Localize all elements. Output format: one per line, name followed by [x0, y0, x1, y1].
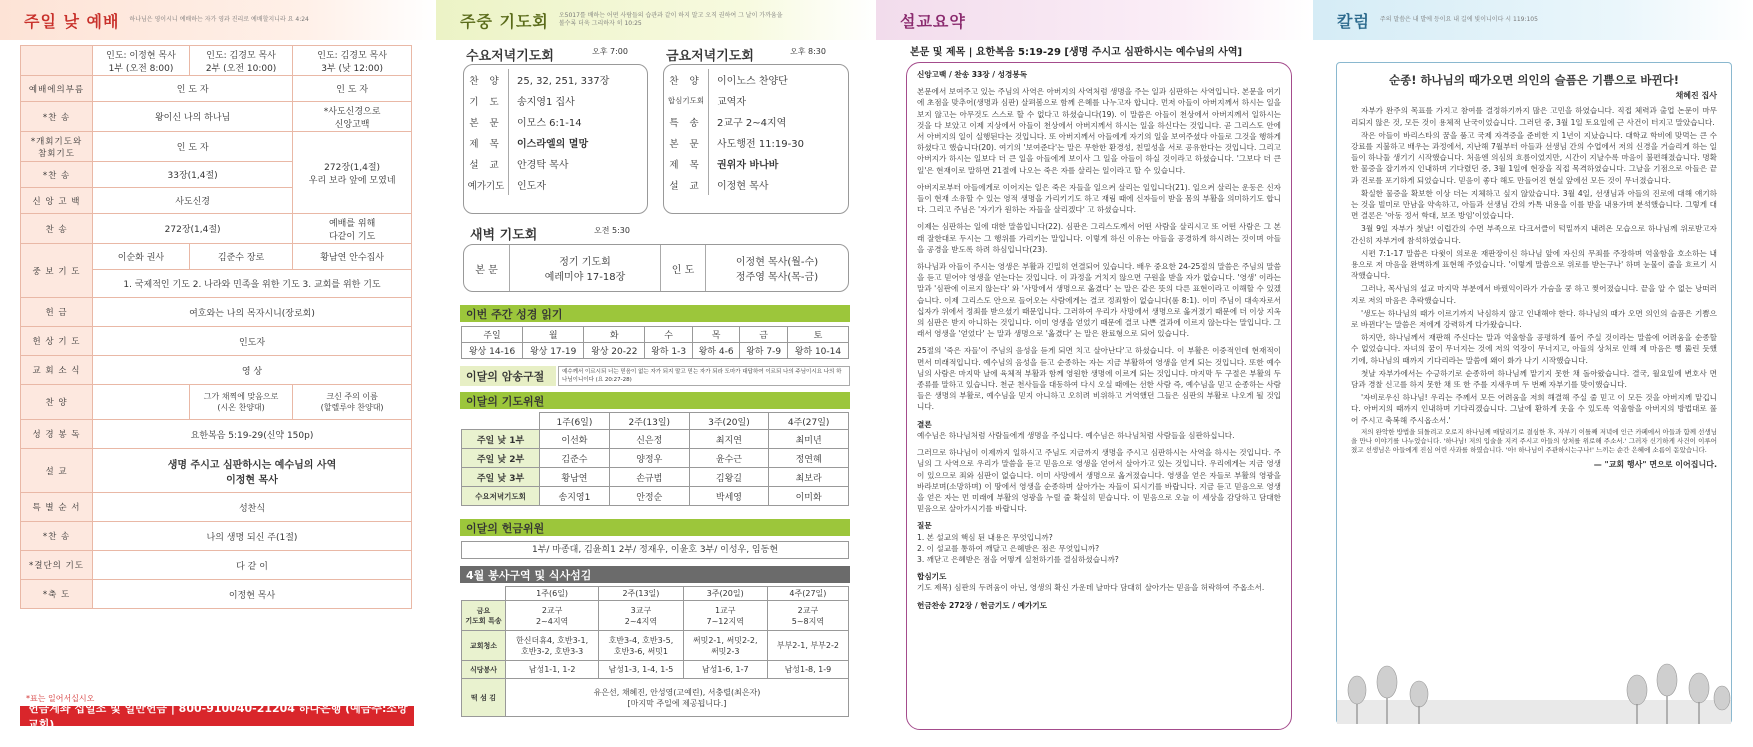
row-value: 272장(1,4절) — [93, 214, 293, 244]
praise-3: 크신 주의 이름 (할렐루야 찬양대) — [293, 385, 412, 420]
question: 2. 이 설교를 통하여 깨달고 은혜받은 점은 무엇입니까? — [917, 543, 1100, 553]
column-subtitle: 주의 말씀은 내 발에 등이요 내 길에 빛이니이다 시 119:105 — [1379, 16, 1538, 23]
row-label: *찬 송 — [21, 162, 93, 188]
row-label: 설 교 — [21, 449, 93, 493]
fri-key: 특 송 — [664, 111, 709, 132]
sermon-paragraph: 본문에서 보여주고 있는 주님의 사역은 아버지의 사역처럼 생명을 주는 일과 심판하는 사역입니다. 본문을 여기에 초점을 맞추어(생명과 심판) 살펴봄으로 함께 은혜를 나누고자 합니다. 먼저 아들이 아버지께서 하시는 일을 보지 않고는 아무것도 스스로 할 수 없다고 하셨습니다(19). 이 말씀은 아들이 천상에서 아버지께서 일하시는 것을 다 보았고 이제 지상에서 아들이 천상에서 아버지께서 하시는 일을 하신다는 것입니다. 곧 그리스도 안에서 아버지의 일이 실행된다는 것입니다. 또 아버지께서 아들에게 자기의 일을 보여주셨다 아들로 그것을 행하게 하셨다고 했습니다(20). 여기의 '보여준다'는 말은 무한한 환경성, 친밀성을 서로 공유한다는 것입니다. 그리고 아버지가 하시는 일보다 더 큰 일을 아들에게 보이사 그 일을 아들이 하실 것이라고 하셨습니다. '그보다 더 큰 일'은 현재이로 말하면 21절에 나오는 죽은 자를 살리는 일이라고 할 수 있습니다. — [917, 87, 1281, 175]
reading-table — [461, 326, 849, 359]
week: 1주(6일) — [540, 413, 610, 430]
row-label: *찬 송 — [21, 522, 93, 551]
wed-key: 기 도 — [464, 90, 509, 111]
row-label: 찬 송 — [21, 214, 93, 244]
column-paragraph: 하지만, 하나님께서 재판해 주신다는 말과 억울함을 공평하게 풀어 주실 것이라는 말씀에 어려움을 순종할 수 없었습니다. 자녀의 꿈이 무너지는 것에 저의 억장이 무너지고, 아들의 상처로 인해 제 마음은 뻥 뚫린 듯했기에, 하나님의 때까지 기다리라는 말씀에 왜이 화가 나기 시작했습니다. — [1351, 333, 1717, 365]
row-value: 영 상 — [93, 356, 412, 385]
question: 1. 본 설교의 핵심 된 내용은 무엇입니까? — [917, 532, 1053, 542]
week: 3주(20일) — [683, 587, 767, 601]
service-cell: 남성1-3, 1-4, 1-5 — [599, 661, 683, 679]
reading: 왕하 1-3 — [645, 343, 693, 359]
fri-value: 사도행전 11:19-30 — [717, 139, 804, 150]
prayer-topic: 기도 제목) 심판의 두려움이 아닌, 영생의 확신 가운데 날마다 담대히 살아가는 믿음을 허락하여 주옵소서. — [917, 583, 1265, 593]
fri-key: 찬 양 — [664, 69, 709, 90]
member: 손규범 — [609, 468, 689, 487]
sermon-header — [876, 0, 1313, 40]
week: 4주(27일) — [767, 587, 848, 601]
column-paragraph: 3월 9일 자부가 첫날! 이럽간의 수면 부족으로 다크서클이 턱밑까지 내려온 모습으로 하나님께 위로받고자 간신히 자부거에 참석하였습니다. — [1351, 224, 1717, 245]
row-value: 이정현 목사 — [93, 580, 412, 609]
worship-title: 주일 낮 예배 — [24, 11, 120, 31]
member: 양정우 — [609, 449, 689, 468]
committee-row-label: 주일 낮 2부 — [462, 449, 540, 468]
row-value: 인 도 자 — [93, 76, 293, 102]
fri-key: 합심기도회 — [664, 90, 709, 111]
prayer-label: 합심기도 — [917, 572, 947, 582]
fri-value: 이이노스 찬양단 — [717, 76, 788, 87]
member: 이미화 — [769, 487, 849, 506]
reading: 왕상 14-16 — [462, 343, 523, 359]
reading: 왕하 7-9 — [740, 343, 788, 359]
sermon-panel-title: 설교요약 — [900, 11, 966, 31]
worship-order-table — [20, 45, 412, 609]
row-value: 사도신경 — [93, 188, 293, 214]
dawn-text: 정기 기도회 예레미야 17-18장 — [544, 257, 626, 283]
row-label: 특 별 순 서 — [21, 493, 93, 522]
row-value: 여호와는 나의 목자시니(장로회) — [93, 298, 412, 327]
praise-2: 그가 채찍에 맞음으로 (시온 찬양대) — [189, 385, 292, 420]
column-paragraph: 그러나, 목사님의 설교 마지막 부분에서 바꿨익이라가 가슴을 쿵 하고 찢어졌습니다. 끝을 알 수 없는 낭떠러지로 저의 마음은 추락했습니다. — [1351, 284, 1717, 305]
dawn-leaders: 이정현 목사(월-수) 정주영 목사(목-금) — [735, 257, 819, 283]
member: 이선화 — [540, 430, 610, 449]
offering-account-bar: 헌금계좌 십일조 및 일반헌금 | 800-910040-21204 하나은행 (예금주:소망교회) — [20, 706, 414, 726]
member: 박세영 — [689, 487, 769, 506]
row-label: 헌 금 — [21, 298, 93, 327]
row-label: 헌 상 기 도 — [21, 327, 93, 356]
fri-value: 교역자 — [717, 97, 746, 108]
row-value: 인도자 — [93, 327, 412, 356]
sermon-conclusion: 예수님은 하나님처럼 사람들에게 생명을 주십니다. 예수님은 하나님처럼 사람들을 심판하십니다. — [917, 430, 1235, 440]
reading: 왕상 20-22 — [584, 343, 645, 359]
fri-time: 오후 8:30 — [790, 47, 826, 56]
day: 화 — [584, 327, 645, 343]
sermon-hymn: 신앙고백 / 찬송 33장 / 성경봉독 — [917, 70, 1028, 79]
sermon-paragraph: 하나님과 아들이 주시는 영생은 부활과 긴밀히 연결되어 있습니다. 배우 중요한 24-25절의 말씀은 주님의 말씀을 듣고 믿어야 영생을 얻는다는 것입니다. 이 과정을 거치지 않으면 구원을 받을 자가 없습니다. '영생' 이라는 말과 '심판에 이르지 않는다' 와 '사망에서 생명으로 옮겼다' 는 말은 같은 뜻의 다른 표현이라고 이해할 수 있겠습니다. 이제 그리스도 안으로 들어오는 사람에게는 결코 정죄함이 없습니다(롬 8:1). 이미 주님이 대속자로서 십자가 위에서 정죄를 받으셨기 때문입니다. 그러하여 우리가 사망에서 생명으로 옮겨졌기 때문에 더 이상 지옥의 심판은 받지 아니하는 것입니다. 이미 영생을 얻었기 때문에 결코 나쁜 결과에 이르지 않는다는 말입니다. 그래서 영생을 '얻었다' 는 말과 생명으로 '옮겼다' 는 말은 완료형으로 되어 있습니다. — [917, 262, 1281, 339]
committee-row-label: 수요저녁기도회 — [462, 487, 540, 506]
row-label: 신 앙 고 백 — [21, 188, 93, 214]
day: 목 — [692, 327, 740, 343]
week: 4주(27일) — [769, 413, 849, 430]
question: 3. 깨닫고 은혜받은 점을 어떻게 실천하기를 결심하셨습니까? — [917, 554, 1119, 564]
wed-value: 안경탁 목사 — [517, 160, 569, 171]
column-heading: 순종! 하나님의 때가오면 의인의 슬픔은 기쁨으로 바뀐다! — [1388, 73, 1679, 87]
offering-title: 이달의 헌금위원 — [460, 519, 850, 536]
column-paragraph: 저의 완악한 방법을 되돌려고 오로지 하나님께 매달리기로 결심한 후, 자부기 이틀째 저녁에 인근 카페에서 아들과 함께 선생님을 만나 이야기를 나누었습니다. '하나님! 저의 입술을 지켜 주시고 아들의 상처를 위로해 주소서.' 그러자 신기하게 사건이 이루어졌고 선생님은 아들에게 진심 어린 사과를 하였습니다. '아! 하나님이 주관하시는구나!' 느끼는 순간 은혜에 소름이 돋았습니다. — [1351, 427, 1717, 454]
fri-value: 권위자 바나바 — [717, 160, 779, 171]
day: 수 — [645, 327, 693, 343]
reading: 왕하 4-6 — [692, 343, 740, 359]
wed-key: 제 목 — [464, 132, 509, 153]
day: 주일 — [462, 327, 523, 343]
service-cell: 남성1-8, 1-9 — [767, 661, 848, 679]
wed-value: 25, 32, 251, 337장 — [517, 76, 610, 87]
column-paragraph: '생도는 하나님의 때가 이르기까지 낙심하지 않고 인내해야 한다. 하나님의 때가 오면 의인의 슬픔은 기쁨으로 바뀐다'는 말씀은 저에게 강력하게 다가왔습니다. — [1351, 308, 1717, 330]
column-paragraph: 시편 7:1-17 말씀은 다윗이 의로운 재판장이신 하나님 앞에 자신의 무죄를 주장하며 억울함을 호소하는 내용으로 저 마음을 완벽하게 표현해 주었습니다. '이렇게 말씀으로 위로를 받는구나' 하며 눈물이 줄을 흐르기 시작했습니다. — [1351, 248, 1717, 281]
rice-cake-donors: 유은선, 채혜진, 안성영(고예린), 서충렬(최은자) [마지막 주일에 제공됩니다.] — [506, 679, 849, 717]
wed-time: 오후 7:00 — [592, 47, 628, 56]
row-label: 성 경 봉 독 — [21, 420, 93, 449]
row-value: 성찬식 — [93, 493, 412, 522]
column-paragraph: '자비로우신 하나님! 우리는 주께서 모든 어려움을 저희 해결해 주실 줄 믿고 이 모든 것을 아버지께 맡깁니다. 아버지의 때까지 인내하며 기다리겠습니다. 그날에 환하게 웃을 수 있도록 억울함을 아버지의 방법대로 풀어 주시고 축복해 주시옵소서.' — [1351, 393, 1717, 425]
member: 신은정 — [609, 430, 689, 449]
member: 김준수 — [540, 449, 610, 468]
fri-key: 설 교 — [664, 174, 709, 195]
fri-title: 금요저녁기도회 — [666, 49, 754, 64]
member: 송지영1 — [540, 487, 610, 506]
wed-value: 이스라엘의 멸망 — [517, 139, 589, 150]
column-paragraph: 작은 아들이 바리스타의 꿈을 품고 국제 자격증을 준비한 지 1년이 지났습니다. 대학교 학비에 맞먹는 큰 수강료를 지불하고 배우는 과정에서, 지난해 7월부터 아들과 선생님 간의 수업에서 저의 신경을 거슬리게 하는 일들이 하나둘 생기기 시작했습니다. 처음엔 의심의 흐름이었지만, 시간이 지날수록 마음이 불편해졌습니다. 명확한 물증을 잡기까지 인내하며 기다렸던 중, 3월 1일에 현장을 직접 목격하였습니다. 그날을 기점으로 아들은 끝과 진로를 포기하게 되었습니다. 믿음이 좋다 해도 만들어진 현실 앞에선 모든 것이 무너졌습니다. — [1351, 130, 1717, 185]
reading: 왕상 17-19 — [523, 343, 584, 359]
wed-key: 설 교 — [464, 153, 509, 174]
member: 윤수근 — [689, 449, 769, 468]
worship-subtitle: 하나님은 영이시니 예배하는 자가 영과 진리로 예배할지니라 요 4:24 — [129, 16, 309, 23]
sermon-paragraph: 이제는 심판하는 일에 대한 말씀입니다(22). 심판은 그리스도께서 어떤 사람을 살리시고 또 어떤 사람은 그 본래 잘한대로 두시는 그 행위를 가리키는 말입니다. 이렇게 하신 이유는 아들을 공경하게 하시려는 것이며 아들을 공경을 받도록 하려 하심입니다(23). — [917, 222, 1281, 254]
intercessor: 이순화 권사 — [93, 244, 190, 270]
service-cell: 2교구 2~4지역 — [506, 601, 599, 631]
service-cell: 2교구 5~8지역 — [767, 601, 848, 631]
member: 황남연 — [540, 468, 610, 487]
service-cell: 부부2-1, 부부2-2 — [767, 631, 848, 661]
row-label: 예배에의부름 — [21, 76, 93, 102]
row-label: *개회기도와 참회기도 — [21, 132, 93, 162]
service-row-label: 금요 기도회 특송 — [462, 601, 506, 631]
week: 3주(20일) — [689, 413, 769, 430]
row-value: 다 같 이 — [93, 551, 412, 580]
row-value: 인 도 자 — [93, 132, 293, 162]
row-value: 인 도 자 — [293, 76, 412, 102]
prayer-title: 주중 기도회 — [460, 11, 549, 31]
row-value: 왕이신 나의 하나님 — [93, 102, 293, 132]
service-row-label: 떡 섬 김 — [462, 679, 506, 717]
service-title: 4월 봉사구역 및 식사섬김 — [460, 566, 850, 583]
column-paragraph: 자부가 완주의 목표를 가지고 참여를 결정하기까지 많은 고민을 하였습니다. 직접 체력과 출업 논문이 마무리되지 않은 것, 모든 것이 용체적 난국이었습니다. 그러던 중, 3월 1일 토요일에 근 사건이 터지고 말았습니다. — [1351, 106, 1717, 127]
dawn-label: 인 도 — [660, 245, 706, 291]
row-value: 요한복음 5:19-29(신약 150p) — [93, 420, 412, 449]
wed-title: 수요저녁기도회 — [466, 49, 554, 64]
service-1-header: 인도: 이정현 목사 1부 (오전 8:00) — [93, 46, 190, 76]
wed-value: 송지영1 집사 — [517, 97, 575, 108]
tulip-illustration — [1337, 660, 1731, 724]
row-value: 33장(1,4절) — [93, 162, 293, 188]
service-cell: 1교구 7~12지역 — [683, 601, 767, 631]
sermon-paragraph: 아버지로부터 아들에게로 이어지는 일은 죽은 자들을 일으켜 살리는 일입니다(21). 일으켜 살리는 운동은 신자들이 현재 소유할 수 있는 영적 생명을 가리키기도 하고 재림 때에 신자들이 받을 몸의 부활을 의미하기도 합니다. 그리고 주님은 '자기가 원하는 자들을 살리겠다' 고 하셨습니다. — [917, 182, 1281, 215]
dawn-label: 본 문 — [464, 245, 510, 291]
dawn-box — [463, 244, 849, 292]
column-paragraph: 확실한 물증을 확보한 이상 더는 지체하고 싶지 않았습니다. 3월 4일, 선생님과 아들의 진로에 대해 얘기하는 것을 빌미로 만남을 약속하고, 아들과 선생님 간의 카톡 내용을 이를 받을 내용가며 분석했습니다. 그렇게 대면 결론은 '아동 정서 학대, 보조 방임'이었습니다. — [1351, 188, 1717, 221]
row-label: 교 회 소 식 — [21, 356, 93, 385]
row-label: *축 도 — [21, 580, 93, 609]
fri-value: 이정현 목사 — [717, 181, 769, 192]
service-cell: 남성1-1, 1-2 — [506, 661, 599, 679]
row-value: *사도신경으로 신앙고백 — [293, 102, 412, 132]
reading-title: 이번 주간 성경 읽기 — [460, 305, 850, 322]
offering-members: 1부/ 마종대, 김윤희1 2부/ 정재우, 이윤호 3부/ 이성우, 임동현 — [461, 541, 849, 559]
fri-key: 본 문 — [664, 132, 709, 153]
sermon-paragraph: 25절의 '죽은 자들'이 주님의 음성을 듣게 되면 치고 살아난다'고 하셨습니다. 이 부활은 이중적인데 현재적이면서 미래적입니다. 예수님의 음성을 듣고 순종하는 자는 지금 부활하여 영생을 얻게 되는 것입니다. 또한 예수님의 사람은 마지막 날에 육체적 부활과 함께 영원한 생명에 이르게 되는 것입니다. 마지막 두 구절은 부활의 두 종류를 말하고 있습니다. 천군 천사들을 대동하여 다시 오실 때에는 선한 사람 즉, 예수님을 믿고 순종하는 사람들은 생명의 부활로, 예수님을 믿지 아니하고 오히려 비위하고 거역했던 그들은 심판의 부활로 나오게 될 것입니다. — [917, 346, 1281, 412]
service-3-header: 인도: 김경모 목사 3부 (낮 12:00) — [293, 46, 412, 76]
committee-title: 이달의 기도위원 — [460, 392, 850, 409]
row-label: *결단의 기도 — [21, 551, 93, 580]
sermon-footer: 헌금찬송 272장 / 헌금기도 / 예가기도 — [917, 600, 1047, 610]
service-cell: 3교구 2~4지역 — [599, 601, 683, 631]
row-label: 찬 양 — [21, 385, 93, 420]
worship-panel — [0, 0, 436, 747]
member: 최지연 — [689, 430, 769, 449]
standing-note: *표는 일어서십시오 — [26, 694, 95, 703]
fri-box — [663, 64, 849, 214]
wed-value: 인도자 — [517, 181, 546, 192]
wed-value: 이모스 6:1-14 — [517, 118, 582, 129]
week: 2주(13일) — [599, 587, 683, 601]
prayer-subtitle: 오5017를 배하는 어떤 사람들의 습관과 같이 하지 말고 오직 권하여 그 날이 가까움을 볼수록 더욱 그리하자 히 10:25 — [558, 12, 783, 27]
member: 안정순 — [609, 487, 689, 506]
committee-row-label: 주일 낮 1부 — [462, 430, 540, 449]
day: 토 — [787, 327, 848, 343]
intercessor: 김준수 장로 — [189, 244, 292, 270]
reading: 왕하 10-14 — [787, 343, 848, 359]
member: 김왕길 — [689, 468, 769, 487]
sermon-heading: 본문 및 제목 | 요한복음 5:19-29 [생명 주시고 심판하시는 예수님의 사역] — [910, 47, 1243, 58]
service-cell: 남성1-6, 1-7 — [683, 661, 767, 679]
column-body — [1336, 62, 1732, 724]
sermon-paragraph: 그러므로 하나님이 이제까지 일하시고 주님도 지금까지 생명을 주시고 심판하시는 사역을 하시는 것입니다. 주님의 그 사역으로 우리가 말씀을 듣고 믿음으로 영생을 얻어서 살아가고 있는 것입니다. 우리에게는 지금 영생이 있으므로 죄와 심판이 없습니다. 이미 사망에서 생명으로 옮겨졌습니다. 영생을 얻은 자들로 부활의 영광을 바라보며(소망하며) 이 땅에서 영생을 순종하며 살아가는 자들이 되시기를 바랍니다. 지금 듣고 믿음으로 영생을 얻은 자는 먼 미래에 부활의 영광을 누릴 줄 확실히 믿습니다. 이 믿음으로 오늘 이 세상을 감당하고 담대한 믿음으로 살아가시기를 바랍니다. — [917, 448, 1281, 514]
wed-key: 예가기도 — [464, 174, 509, 195]
intercession-topics: 1. 국제적인 기도 2. 나라와 민족을 위한 기도 3. 교회를 위한 기도 — [93, 270, 412, 298]
day: 월 — [523, 327, 584, 343]
dawn-time: 오전 5:30 — [594, 226, 630, 235]
fri-value: 2교구 2~4지역 — [717, 118, 787, 129]
day: 금 — [740, 327, 788, 343]
service-cell: 써밋2-1, 써밋2-2, 써밋2-3 — [683, 631, 767, 661]
row-value: 나의 생명 되신 주(1절) — [93, 522, 412, 551]
committee-table — [461, 412, 849, 506]
column-continued: — "교회 행사" 면으로 이어집니다. — [1593, 459, 1717, 469]
questions-label: 질문 — [917, 521, 932, 531]
sermon-title: 생명 주시고 심판하시는 예수님의 사역 이정현 목사 — [93, 449, 412, 493]
member: 최미년 — [769, 430, 849, 449]
service-cell: 호반3-4, 호반3-5, 호반3-6, 써밋1 — [599, 631, 683, 661]
wed-key: 본 문 — [464, 111, 509, 132]
service-2-header: 인도: 김경모 목사 2부 (오전 10:00) — [189, 46, 292, 76]
memory-title: 이달의 암송구절 — [460, 366, 556, 386]
wed-box — [463, 64, 648, 214]
row-label: *찬 송 — [21, 102, 93, 132]
member: 정연혜 — [769, 449, 849, 468]
service-cell: 한신더휴4, 호반3-1, 호반3-2, 호반3-3 — [506, 631, 599, 661]
column-title: 칼럼 — [1337, 11, 1370, 31]
sermon-body — [906, 62, 1292, 730]
fri-key: 제 목 — [664, 153, 709, 174]
memory-verse: 예수께서 이르시되 너는 믿음이 없는 자가 되지 말고 믿는 자가 되라 도마가 대답하여 이르되 나의 주님이시요 나의 하나님이니이다 (요 20:27-28) — [558, 366, 850, 386]
wed-key: 찬 양 — [464, 69, 509, 90]
row-value: 272장(1,4절) 우리 보라 앞에 모였네 — [293, 132, 412, 214]
row-value: 예배를 위해 다같이 기도 — [293, 214, 412, 244]
week: 1주(6일) — [506, 587, 599, 601]
column-paragraph: 첫날 자부가에서는 수긍하기로 순종하여 하나님께 맡기지 못한 채 돌아왔습니다. 결국, 월요일에 변호사 면담과 경찰 신고를 하지 못한 채 또 한 주를 지새우며 두 번째 자부기를 맞이했습니다. — [1351, 368, 1717, 390]
service-table — [461, 586, 849, 717]
intercessor: 황남연 안수집사 — [293, 244, 412, 270]
row-label: 중 보 기 도 — [21, 244, 93, 298]
week: 2주(13일) — [609, 413, 689, 430]
column-author: 채혜진 집사 — [1675, 91, 1717, 101]
service-row-label: 교회청소 — [462, 631, 506, 661]
dawn-title: 새벽 기도회 — [470, 228, 538, 243]
worship-header — [0, 0, 436, 40]
member: 최보라 — [769, 468, 849, 487]
conclusion-label: 결론 — [917, 419, 932, 429]
prayer-header — [436, 0, 876, 40]
service-row-label: 식당봉사 — [462, 661, 506, 679]
committee-row-label: 주일 낮 3부 — [462, 468, 540, 487]
column-header — [1313, 0, 1753, 40]
